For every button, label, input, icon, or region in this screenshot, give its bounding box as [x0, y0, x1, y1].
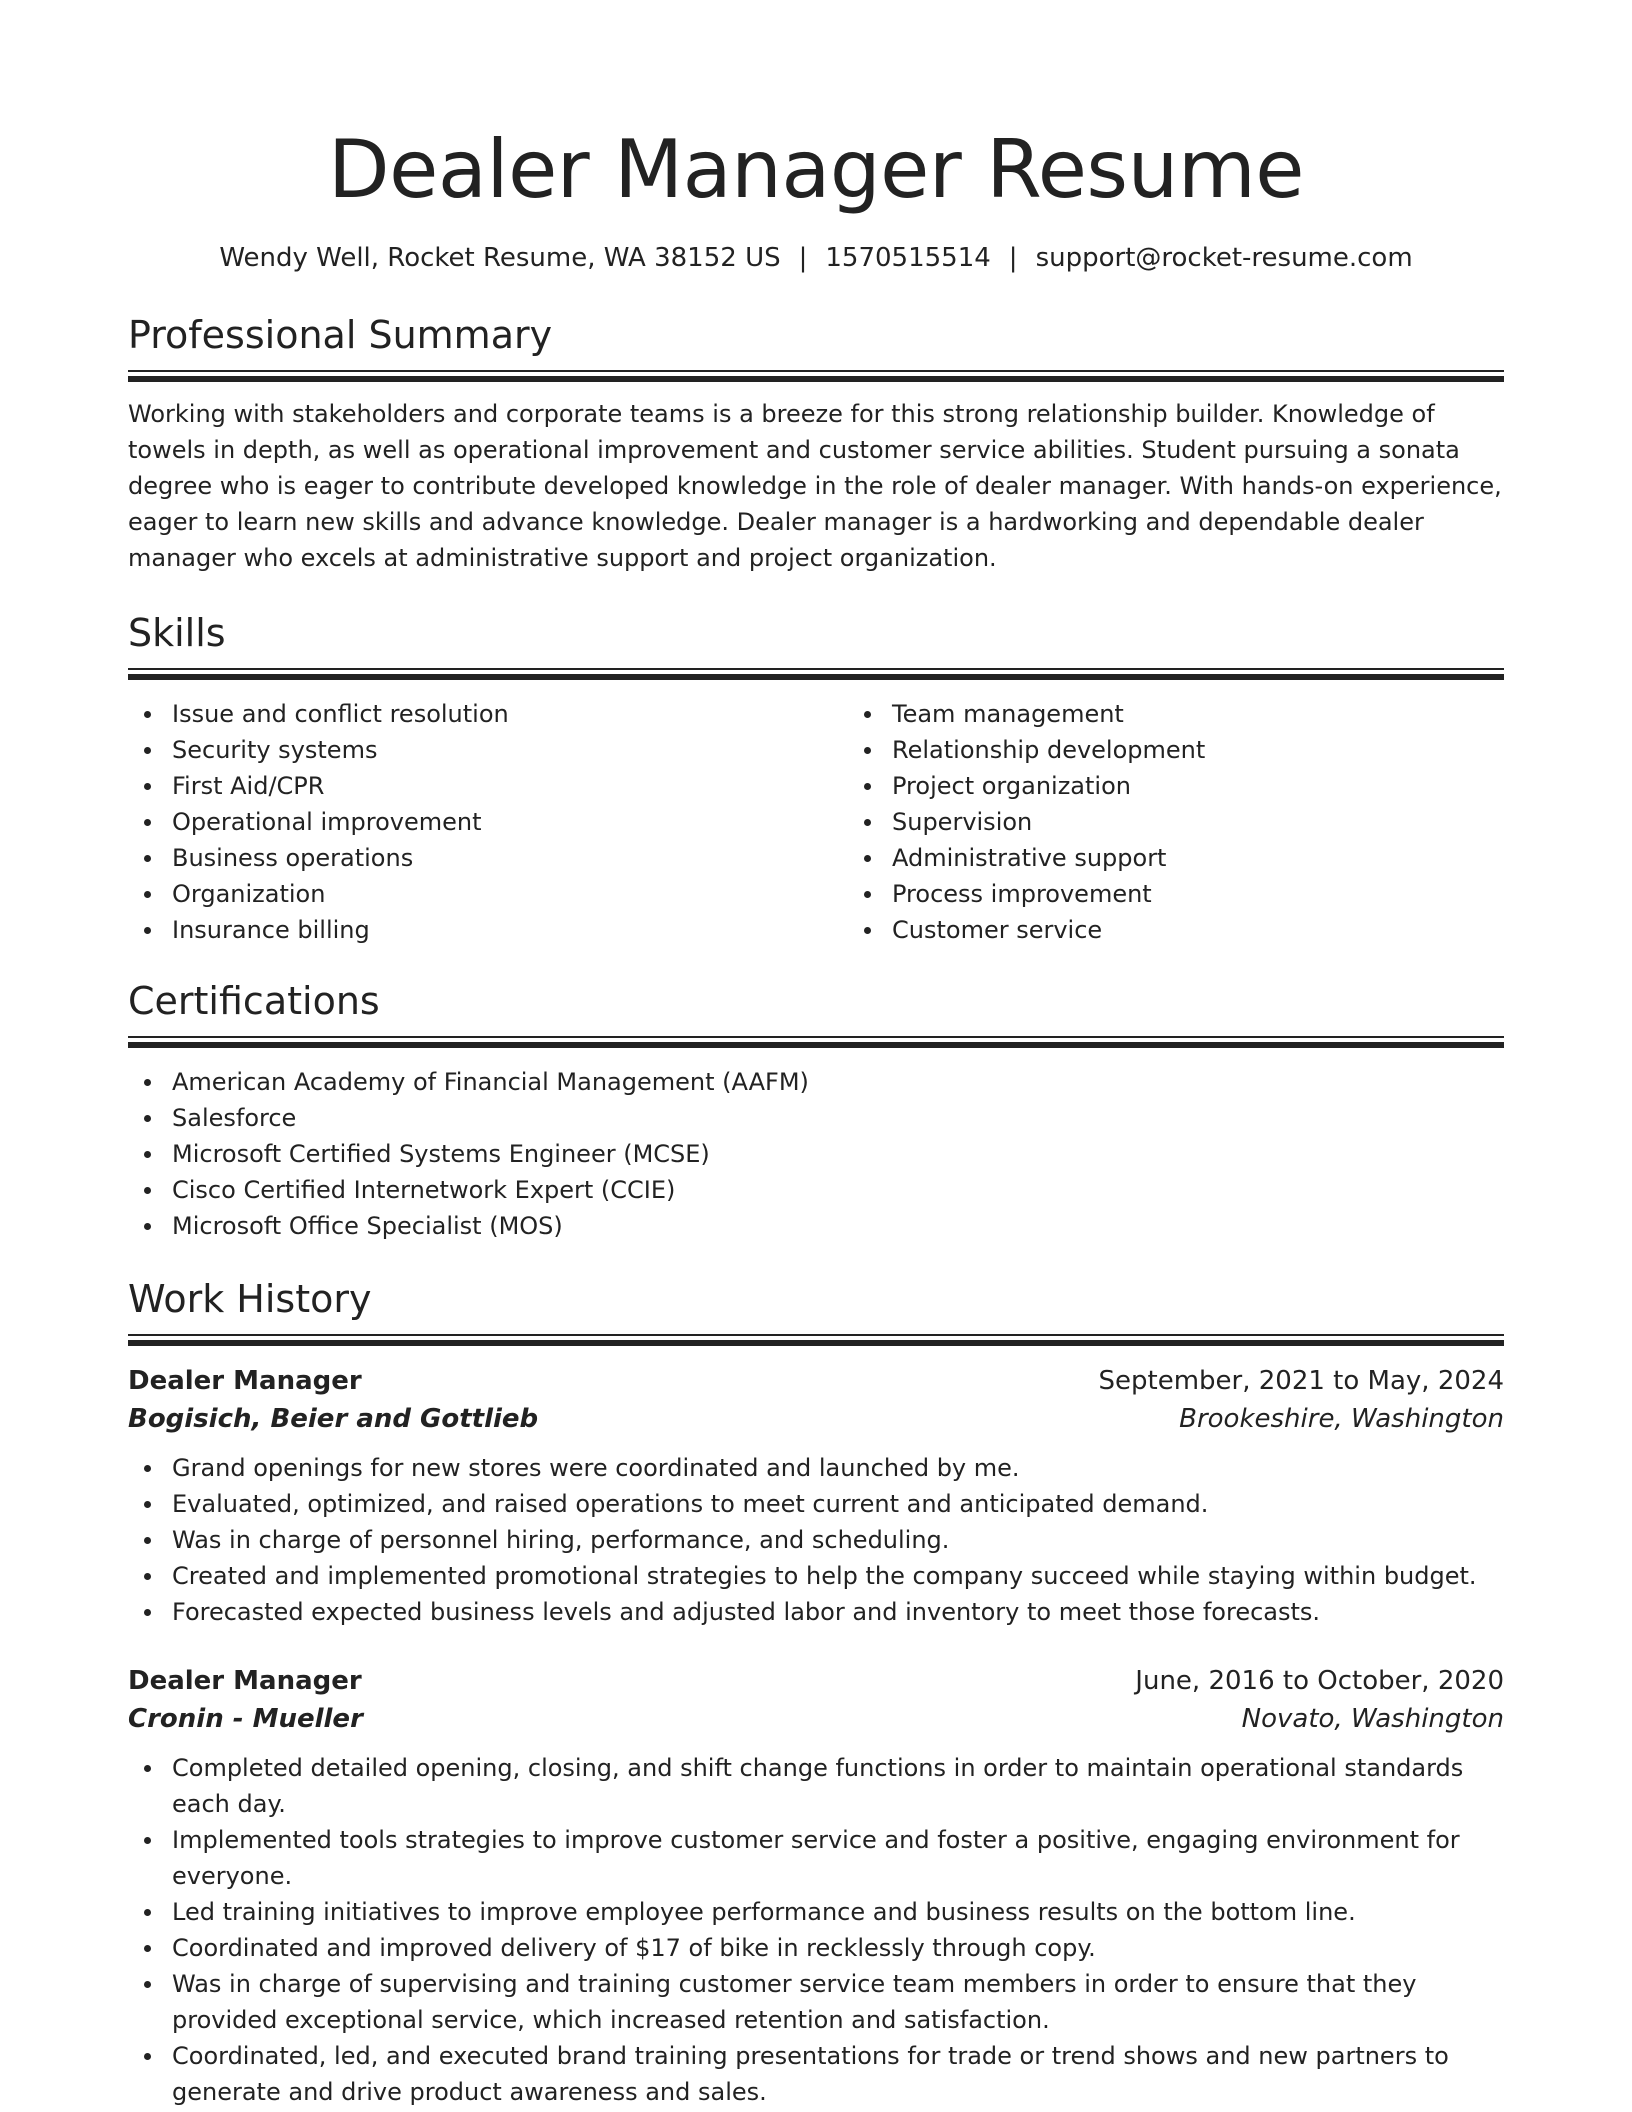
job-title: Dealer Manager	[128, 1366, 362, 1396]
work-history-section	[128, 1274, 1504, 2110]
job-entry	[128, 1362, 1504, 1630]
summary-section	[128, 310, 1504, 576]
certification-item: Salesforce	[172, 1100, 1504, 1136]
job-bullet: Coordinated and improved delivery of $17 of bike in recklessly through copy.	[172, 1930, 1504, 1966]
summary-heading: Professional Summary	[128, 313, 553, 357]
certification-item: Microsoft Certified Systems Engineer (MCSE)	[172, 1136, 1504, 1172]
job-dates: September, 2021 to May, 2024	[1098, 1366, 1504, 1396]
skills-heading: Skills	[128, 611, 226, 655]
job-bullet: Grand openings for new stores were coordinated and launched by me.	[172, 1450, 1504, 1486]
skill-item: Relationship development	[892, 732, 1504, 768]
skill-item: Business operations	[172, 840, 848, 876]
contact-address: Wendy Well, Rocket Resume, WA 38152 US	[219, 243, 781, 273]
section-divider-thick	[128, 1340, 1504, 1346]
job-bullet: Coordinated, led, and executed brand training presentations for trade or trend shows and new partners to generate and drive product awareness and sales.	[172, 2038, 1504, 2110]
certifications-section	[128, 976, 1504, 1244]
certifications-heading: Certifications	[128, 979, 380, 1023]
skills-section	[128, 608, 1504, 948]
skill-item: Organization	[172, 876, 848, 912]
job-bullet: Was in charge of personnel hiring, performance, and scheduling.	[172, 1522, 1504, 1558]
summary-text: Working with stakeholders and corporate teams is a breeze for this strong relationship builder. Knowledge of towels in depth, as well as operational improvement and customer service abilities. Student pursuing a sonata degree who is eager to contribute developed knowledge in the role of dealer manager. With hands-on experience, eager to learn new skills and advance knowledge. Dealer manager is a hardworking and dependable dealer manager who excels at administrative support and project organization.	[128, 400, 1502, 572]
job-subheader	[128, 1400, 1504, 1438]
job-bullet: Implemented tools strategies to improve customer service and foster a positive, engaging environment for everyone.	[172, 1822, 1504, 1894]
job-title: Dealer Manager	[128, 1666, 362, 1696]
skill-item: Project organization	[892, 768, 1504, 804]
section-divider-thick	[128, 376, 1504, 382]
section-divider-thick	[128, 1042, 1504, 1048]
job-bullet: Created and implemented promotional strategies to help the company succeed while staying within budget.	[172, 1558, 1504, 1594]
job-company: Cronin - Mueller	[128, 1704, 363, 1734]
skill-item: Supervision	[892, 804, 1504, 840]
skills-list-right	[848, 696, 1504, 948]
certification-item: American Academy of Financial Management (AAFM)	[172, 1064, 1504, 1100]
job-bullet: Was in charge of supervising and training customer service team members in order to ensure that they provided exceptional service, which increased retention and satisfaction.	[172, 1966, 1504, 2038]
skill-item: Issue and conflict resolution	[172, 696, 848, 732]
skills-list-left	[128, 696, 848, 948]
section-divider	[128, 370, 1504, 372]
contact-separator: |	[798, 243, 808, 273]
skill-item: Administrative support	[892, 840, 1504, 876]
job-bullet: Led training initiatives to improve employee performance and business results on the bottom line.	[172, 1894, 1504, 1930]
job-dates: June, 2016 to October, 2020	[1135, 1666, 1504, 1696]
skill-item: Operational improvement	[172, 804, 848, 840]
work-history-heading: Work History	[128, 1277, 372, 1321]
contact-phone: 1570515514	[825, 243, 991, 273]
skill-item: Process improvement	[892, 876, 1504, 912]
job-entry	[128, 1662, 1504, 2110]
skill-item: First Aid/CPR	[172, 768, 848, 804]
skill-item: Security systems	[172, 732, 848, 768]
job-bullets	[128, 1450, 1504, 1630]
contact-separator: |	[1008, 243, 1018, 273]
skills-columns	[128, 696, 1504, 948]
skill-item: Insurance billing	[172, 912, 848, 948]
job-subheader	[128, 1700, 1504, 1738]
skill-item: Customer service	[892, 912, 1504, 948]
certification-item: Microsoft Office Specialist (MOS)	[172, 1208, 1504, 1244]
certifications-list	[128, 1064, 1504, 1244]
section-divider-thick	[128, 674, 1504, 680]
contact-line	[128, 240, 1504, 276]
job-bullet: Forecasted expected business levels and adjusted labor and inventory to meet those forecasts.	[172, 1594, 1504, 1630]
job-location: Novato, Washington	[1241, 1704, 1504, 1734]
job-bullet: Evaluated, optimized, and raised operations to meet current and anticipated demand.	[172, 1486, 1504, 1522]
skill-item: Team management	[892, 696, 1504, 732]
resume-title: Dealer Manager Resume	[328, 123, 1304, 216]
job-header	[128, 1362, 1504, 1400]
job-header	[128, 1662, 1504, 1700]
job-bullet: Completed detailed opening, closing, and shift change functions in order to maintain operational standards each day.	[172, 1750, 1504, 1822]
job-bullets	[128, 1750, 1504, 2110]
contact-email: support@rocket-resume.com	[1035, 243, 1413, 273]
job-location: Brookeshire, Washington	[1179, 1404, 1504, 1434]
section-divider	[128, 1036, 1504, 1038]
job-company: Bogisich, Beier and Gottlieb	[128, 1404, 539, 1434]
section-divider	[128, 668, 1504, 670]
section-divider	[128, 1334, 1504, 1336]
certification-item: Cisco Certified Internetwork Expert (CCIE)	[172, 1172, 1504, 1208]
